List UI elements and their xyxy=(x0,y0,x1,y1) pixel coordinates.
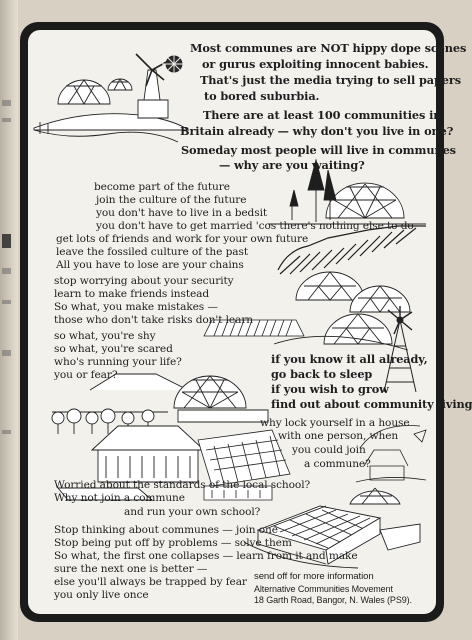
lock-line-4: a commune? xyxy=(304,458,371,470)
closing-line-4: sure the next one is better — xyxy=(54,563,208,575)
worry-line-8: you or fear? xyxy=(54,369,118,381)
contact-org: Alternative Communities Movement xyxy=(254,584,393,594)
know-line-4: find out about community living xyxy=(271,397,472,411)
know-line-1: if you know it all already, xyxy=(271,352,428,366)
future-line-1: become part of the future xyxy=(94,181,230,193)
lock-line-3: you could join xyxy=(292,444,366,456)
future-line-7: All you have to lose are your chains xyxy=(56,259,244,271)
future-line-2: join the culture of the future xyxy=(96,194,247,206)
top-left-dome-village xyxy=(34,52,188,142)
closing-line-3: So what, the first one collapses — learn from it and make xyxy=(54,550,358,562)
central-dome-village xyxy=(52,374,268,434)
intro-line-7: Someday most people will live in communes xyxy=(181,143,456,157)
closing-line-5: else you'll always be trapped by fear xyxy=(54,576,247,588)
worry-line-6: so what, you're scared xyxy=(54,343,173,355)
know-line-3: if you wish to grow xyxy=(271,382,389,396)
intro-line-2: or gurus exploiting innocent babies. xyxy=(202,57,429,71)
lock-line-2: with one person, when xyxy=(278,430,399,442)
know-line-2: go back to sleep xyxy=(271,367,373,381)
contact-address: 18 Garth Road, Bangor, N. Wales (PS9). xyxy=(254,595,412,605)
intro-line-8: — why are you waiting? xyxy=(219,158,365,172)
future-line-4: you don't have to get married 'cos there's nothing else to do xyxy=(96,220,414,232)
future-line-3: you don't have to live in a bedsit xyxy=(96,207,268,219)
school-line-2: Why not join a commune xyxy=(54,492,185,504)
intro-line-1: Most communes are NOT hippy dope scenes xyxy=(190,41,467,55)
worry-line-4: those who don't take risks don't learn xyxy=(54,314,254,326)
closing-line-2: Stop being put off by problems — solve them xyxy=(54,537,292,549)
intro-line-6: Britain already — why don't you live in one? xyxy=(180,124,454,138)
contact-lead: send off for more information xyxy=(254,571,374,582)
worry-line-7: who's running your life? xyxy=(54,356,182,368)
school-line-1: Worried about the standards of the local school? xyxy=(54,479,311,491)
worry-line-1: stop worrying about your security xyxy=(54,275,234,287)
poster-panel xyxy=(28,30,472,614)
lock-line-1: why lock yourself in a house xyxy=(260,417,410,429)
adjacent-page-marks xyxy=(0,0,18,640)
future-line-6: leave the fossiled culture of the past xyxy=(56,246,248,258)
school-line-3: and run your own school? xyxy=(124,506,261,518)
intro-line-5: There are at least 100 communities in xyxy=(203,108,442,122)
worry-line-2: learn to make friends instead xyxy=(54,288,210,300)
windmill-tower xyxy=(384,306,416,392)
intro-line-4: to bored suburbia. xyxy=(204,89,320,103)
worry-line-5: so what, you're shy xyxy=(54,330,156,342)
worry-line-3: So what, you make mistakes — xyxy=(54,301,218,313)
future-line-5: get lots of friends and work for your own future xyxy=(56,233,309,245)
closing-line-1: Stop thinking about communes — join one xyxy=(54,524,278,536)
closing-line-6: you only live once xyxy=(54,589,149,601)
intro-line-3: That's just the media trying to sell papers xyxy=(200,73,461,87)
